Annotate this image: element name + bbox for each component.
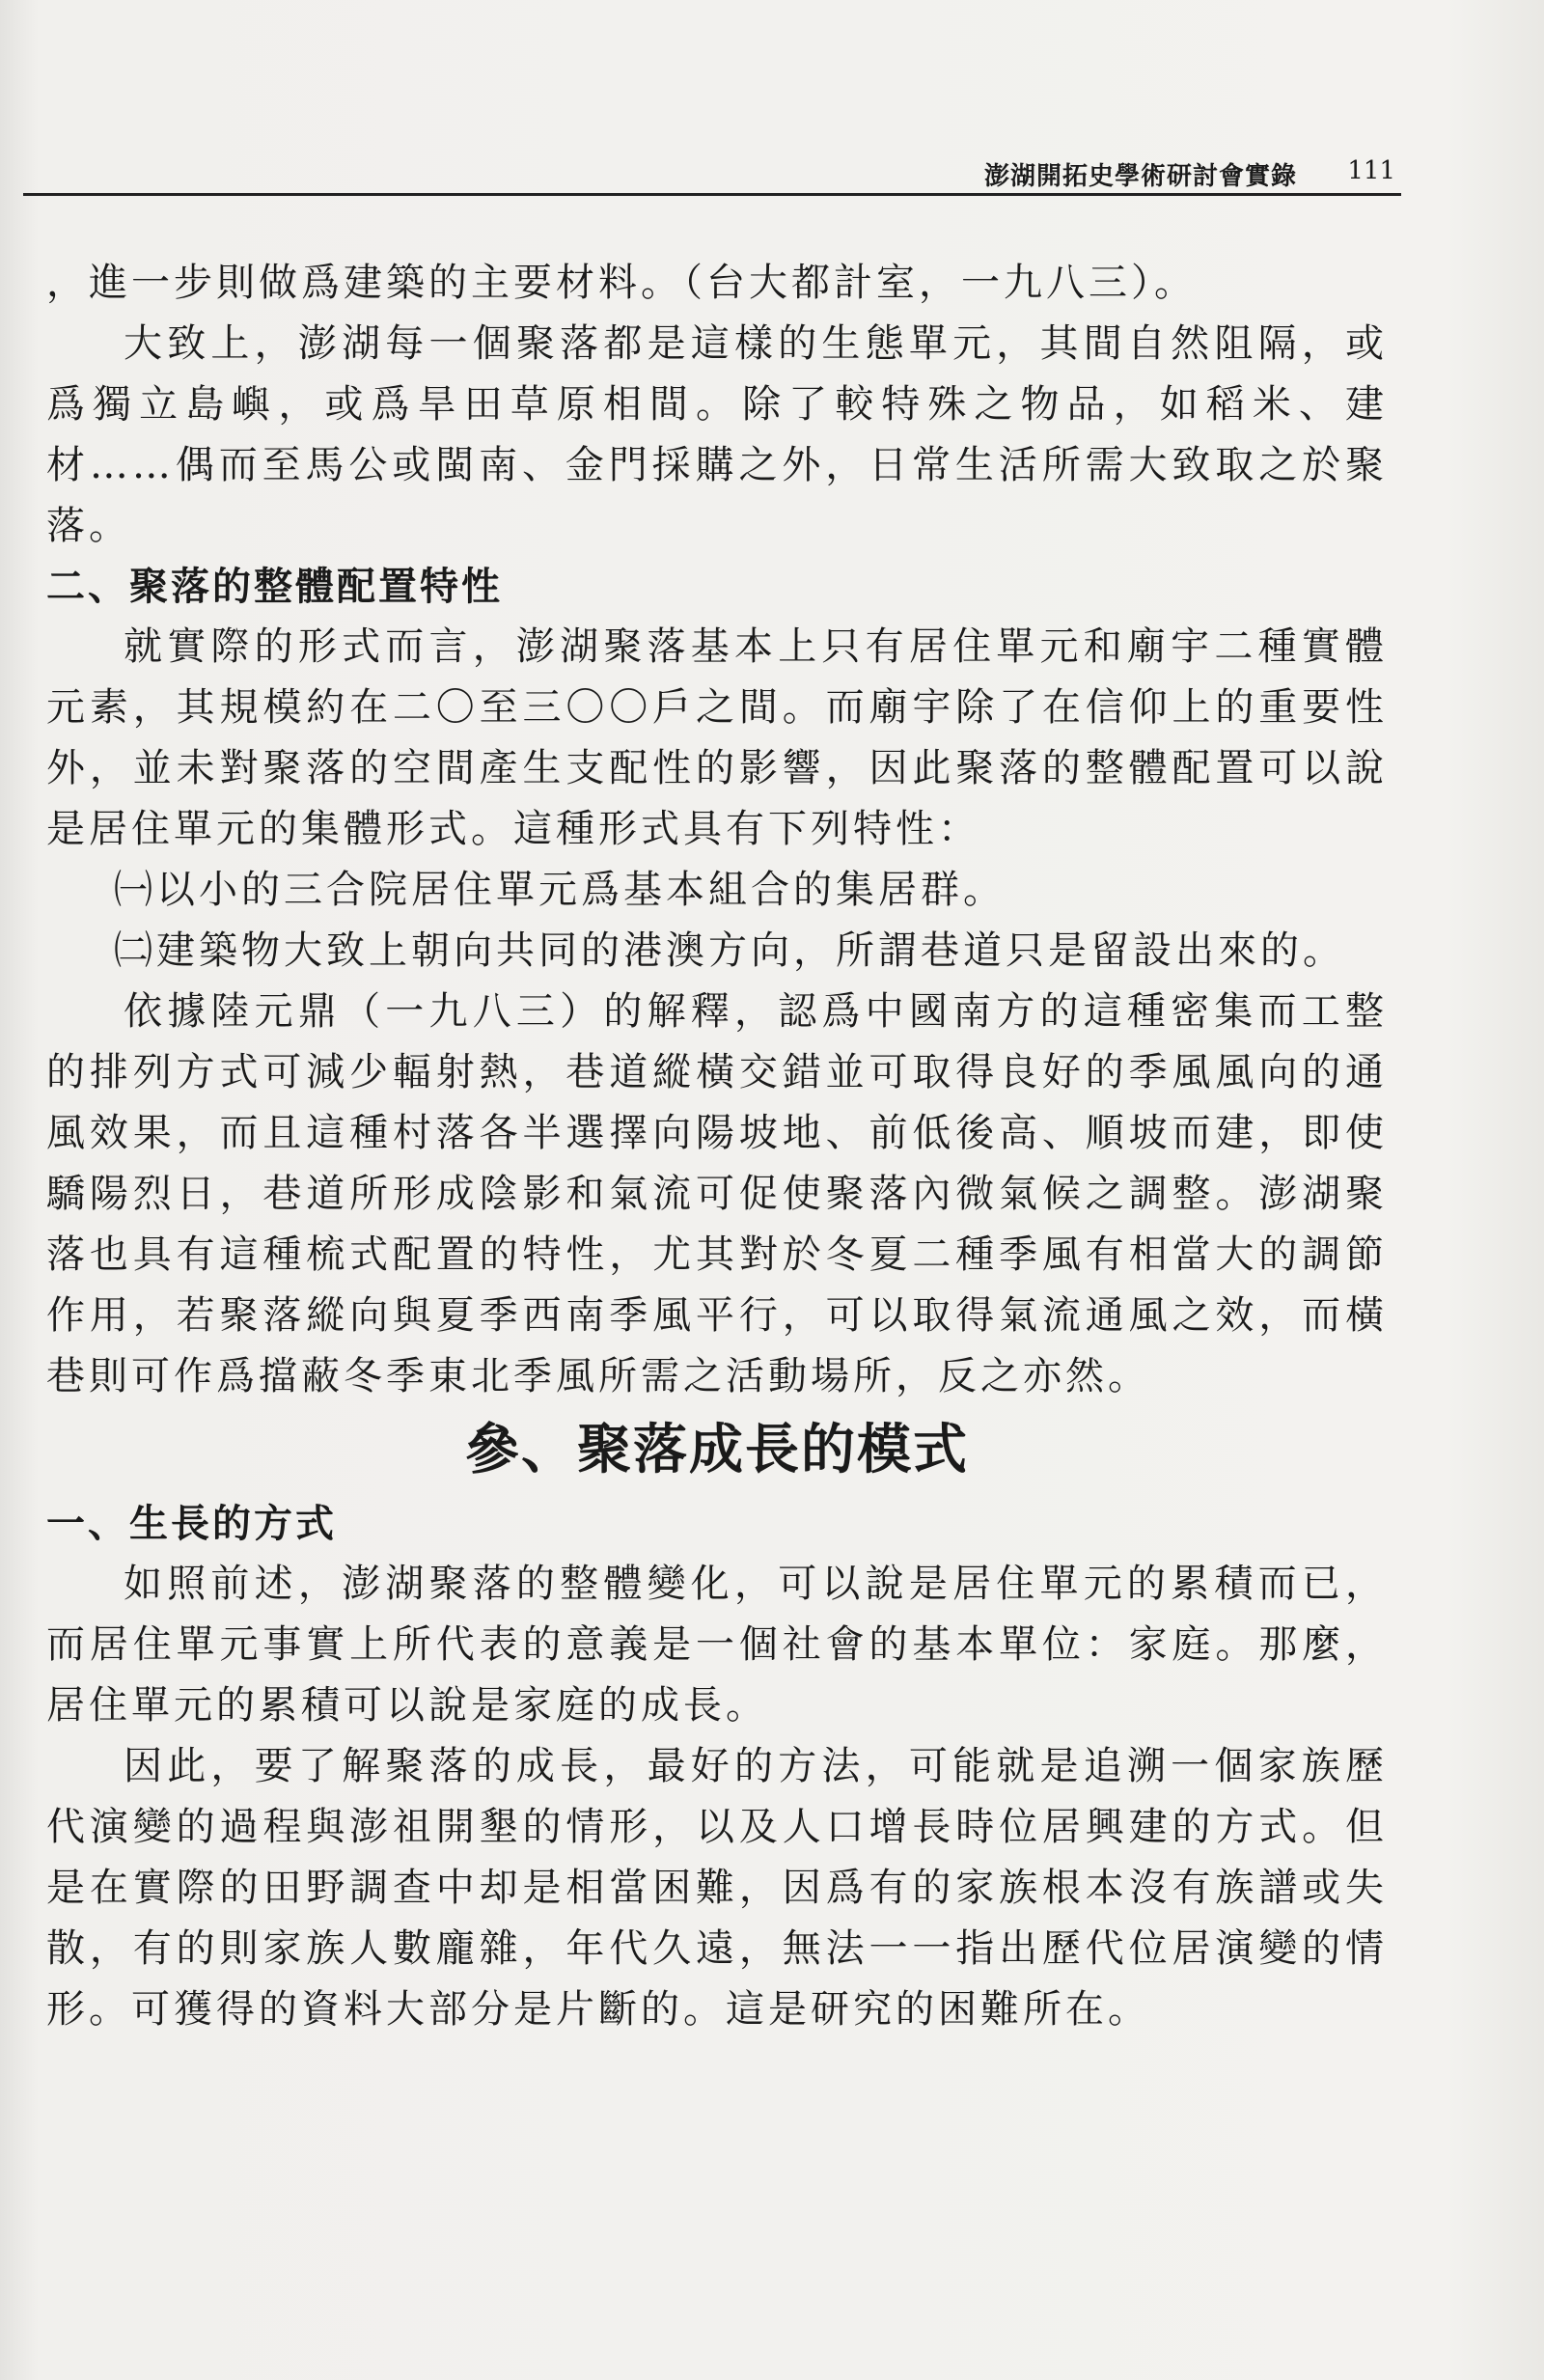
paragraph: 如照前述，澎湖聚落的整體變化，可以說是居住單元的累積而已，而居住單元事實上所代表的意義是一個社會的基本單位：家庭。那麼，居住單元的累積可以說是家庭的成長。 [46, 1562, 1388, 1728]
page-header [23, 152, 1401, 196]
list-item: ㈠以小的三合院居住單元爲基本組合的集居群。 [114, 868, 1006, 912]
page-number: 111 [1347, 156, 1395, 185]
body-text [46, 253, 1388, 2040]
list-item: ㈡建築物大致上朝向共同的港澳方向，所謂巷道只是留設出來的。 [114, 928, 1345, 973]
section-heading: 二、聚落的整體配置特性 [46, 565, 503, 609]
paragraph: ，進一步則做爲建築的主要材料。（台大都計室，一九八三）。 [46, 261, 1197, 305]
paragraph: 依據陸元鼎（一九八三）的解釋，認爲中國南方的這種密集而工整的排列方式可減少輻射熱，巷道縱橫交錯並可取得良好的季風風向的通風效果，而且這種村落各半選擇向陽坡地、前低後高、順坡而建，即使驕陽烈日，巷道所形成陰影和氣流可促使聚落內微氣候之調整。澎湖聚落也具有這種梳式配置的特性，尤其對於冬夏二種季風有相當大的調節作用，若聚落縱向與夏季西南季風平行，可以取得氣流通風之效，而橫巷則可作爲擋蔽冬季東北季風所需之活動場所，反之亦然。 [46, 989, 1388, 1398]
running-title: 澎湖開拓史學術研討會實錄 [983, 162, 1297, 191]
paragraph: 就實際的形式而言，澎湖聚落基本上只有居住單元和廟宇二種實體元素，其規模約在二〇至三〇〇戶之間。而廟宇除了在信仰上的重要性外，並未對聚落的空間產生支配性的影響，因此聚落的整體配置可以說是居住單元的集體形式。這種形式具有下列特性： [46, 624, 1388, 851]
section-heading: 一、生長的方式 [46, 1502, 337, 1546]
chapter-heading: 參、聚落成長的模式 [465, 1419, 969, 1481]
paragraph: 大致上，澎湖每一個聚落都是這樣的生態單元，其間自然阻隔，或爲獨立島嶼，或爲旱田草原相間。除了較特殊之物品，如稻米、建材……偶而至馬公或閩南、金門採購之外，日常生活所需大致取之於聚落。 [46, 321, 1388, 548]
paragraph: 因此，要了解聚落的成長，最好的方法，可能就是追溯一個家族歷代演變的過程與澎祖開墾的情形，以及人口增長時位居興建的方式。但是在實際的田野調查中却是相當困難，因爲有的家族根本沒有族譜或失散，有的則家族人數龐雜，年代久遠，無法一一指出歷代位居演變的情形。可獲得的資料大部分是片斷的。這是研究的困難所在。 [46, 1744, 1388, 2032]
